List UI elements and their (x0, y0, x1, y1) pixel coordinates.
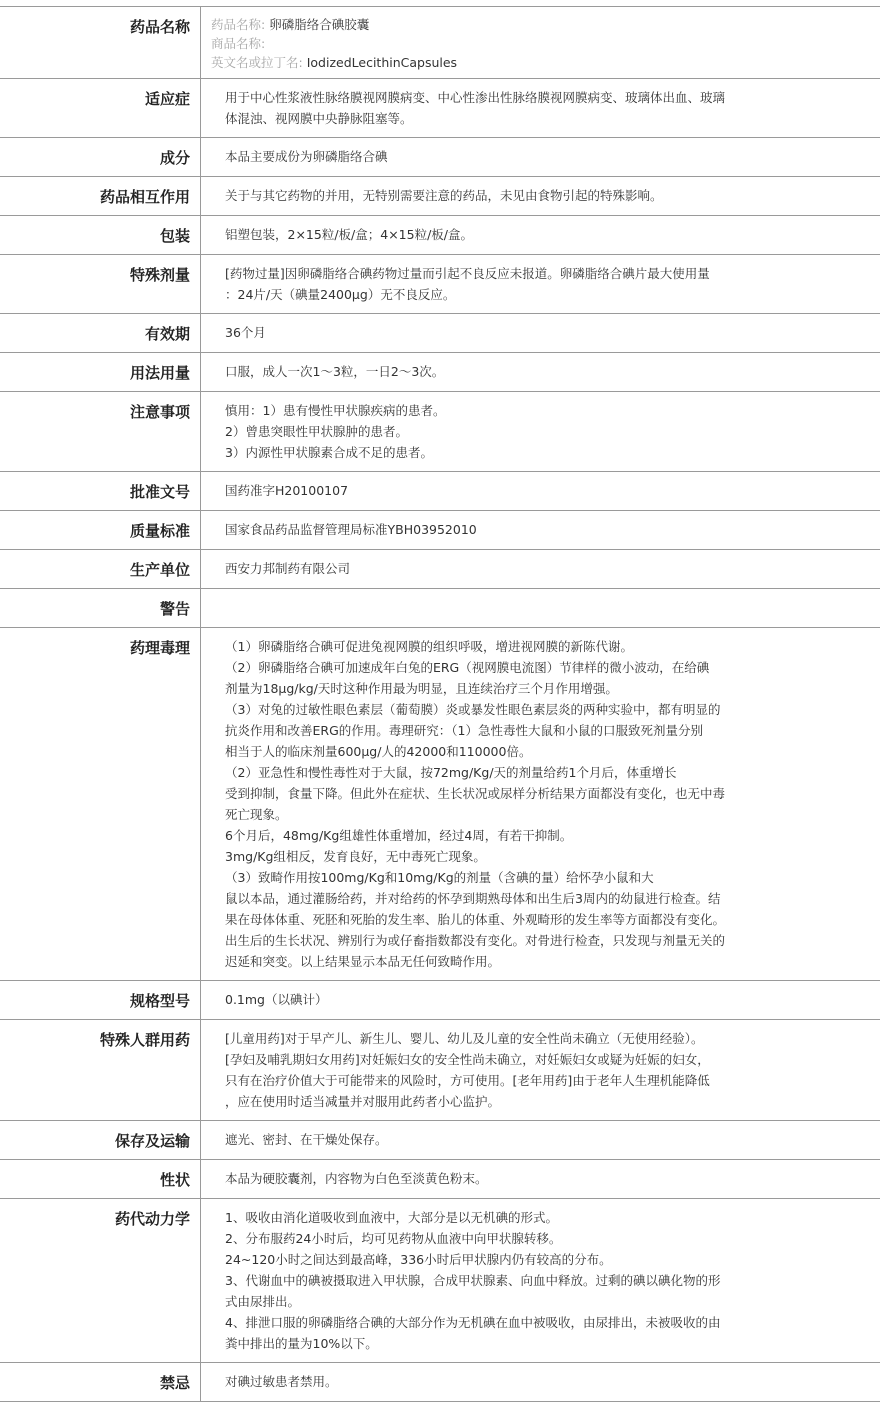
text-line: [儿童用药]对于早产儿、新生儿、婴儿、幼儿及儿童的安全性尚未确立（无使用经验）。 (225, 1028, 790, 1049)
text-line: 受到抑制，食量下降。但此外在症状、生长状况或尿样分析结果方面都没有变化，也无中毒 (225, 783, 790, 804)
row-value (201, 255, 880, 314)
row-value (201, 472, 880, 511)
row-label: 禁忌 (0, 1363, 201, 1402)
text-line: （1）卵磷脂络合碘可促进兔视网膜的组织呼吸，增进视网膜的新陈代谢。 (225, 636, 790, 657)
text-line: 国家食品药品监督管理局标准YBH03952010 (225, 519, 790, 540)
row-storage (0, 1121, 880, 1160)
row-indications (0, 79, 880, 138)
row-value (201, 981, 880, 1020)
row-value (201, 392, 880, 472)
row-label: 生产单位 (0, 550, 201, 589)
row-value (201, 79, 880, 138)
text-line: 3、代谢血中的碘被摄取进入甲状腺，合成甲状腺素、向血中释放。过剩的碘以碘化物的形 (225, 1270, 790, 1291)
text-line: 西安力邦制药有限公司 (225, 558, 790, 579)
generic-name-key: 药品名称: (211, 15, 265, 34)
text-line: 4、排泄口服的卵磷脂络合碘的大部分作为无机碘在血中被吸收，由尿排出，未被吸收的由 (225, 1312, 790, 1333)
row-value (201, 314, 880, 353)
text-line: 关于与其它药物的并用，无特别需要注意的药品，未见由食物引起的特殊影响。 (225, 185, 790, 206)
text-line: 6个月后，48mg/Kg组雄性体重增加，经过4周，有若干抑制。 (225, 825, 790, 846)
text-line: 2、分布服药24小时后，均可见药物从血液中向甲状腺转移。 (225, 1228, 790, 1249)
row-value (201, 1020, 880, 1121)
row-label: 用法用量 (0, 353, 201, 392)
text-line: 本品主要成份为卵磷脂络合碘 (225, 146, 790, 167)
row-contraindications (0, 1363, 880, 1402)
row-label: 有效期 (0, 314, 201, 353)
row-label: 药理毒理 (0, 628, 201, 981)
text-line: ，应在使用时适当减量并对服用此药者小心监护。 (225, 1091, 790, 1112)
row-value (201, 216, 880, 255)
row-specification (0, 981, 880, 1020)
generic-name-value: 卵磷脂络合碘胶囊 (269, 15, 369, 34)
text-line: 迟延和突变。以上结果显示本品无任何致畸作用。 (225, 951, 790, 972)
text-line: （3）致畸作用按100mg/Kg和10mg/Kg的剂量（含碘的量）给怀孕小鼠和大 (225, 867, 790, 888)
row-label: 成分 (0, 138, 201, 177)
row-special-populations (0, 1020, 880, 1121)
text-line: 果在母体体重、死胚和死胎的发生率、胎儿的体重、外观畸形的发生率等方面都没有变化。 (225, 909, 790, 930)
row-manufacturer (0, 550, 880, 589)
text-line: （2）亚急性和慢性毒性对于大鼠，按72mg/Kg/天的剂量给药1个月后，体重增长 (225, 762, 790, 783)
text-line: 慎用：1）患有慢性甲状腺疾病的患者。 (225, 400, 790, 421)
text-line: 3）内源性甲状腺素合成不足的患者。 (225, 442, 790, 463)
text-line: （2）卵磷脂络合碘可加速成年白兔的ERG（视网膜电流图）节律样的微小波动，在给碘 (225, 657, 790, 678)
row-label: 药品名称 (0, 7, 201, 79)
english-name-value: IodizedLecithinCapsules (307, 53, 457, 72)
row-label: 适应症 (0, 79, 201, 138)
row-shelf-life (0, 314, 880, 353)
text-line: [药物过量]因卵磷脂络合碘药物过量而引起不良反应未报道。卵磷脂络合碘片最大使用量 (225, 263, 790, 284)
row-value (201, 177, 880, 216)
text-line: 2）曾患突眼性甲状腺肿的患者。 (225, 421, 790, 442)
row-approval-number (0, 472, 880, 511)
text-line: 只有在治疗价值大于可能带来的风险时，方可使用。[老年用药]由于老年人生理机能降低 (225, 1070, 790, 1091)
text-line: 36个月 (225, 322, 790, 343)
row-label: 警告 (0, 589, 201, 628)
row-label: 注意事项 (0, 392, 201, 472)
text-line: [孕妇及哺乳期妇女用药]对妊娠妇女的安全性尚未确立，对妊娠妇女或疑为妊娠的妇女， (225, 1049, 790, 1070)
text-line: 抗炎作用和改善ERG的作用。毒理研究：（1）急性毒性大鼠和小鼠的口服致死剂量分别 (225, 720, 790, 741)
row-label: 包装 (0, 216, 201, 255)
text-line: 口服，成人一次1～3粒，一日2～3次。 (225, 361, 790, 382)
row-precautions (0, 392, 880, 472)
row-value (201, 353, 880, 392)
row-quality-standard (0, 511, 880, 550)
trade-name-key: 商品名称: (211, 34, 265, 53)
row-packaging (0, 216, 880, 255)
text-line: 本品为硬胶囊剂，内容物为白色至淡黄色粉末。 (225, 1168, 790, 1189)
text-line: 鼠以本品，通过灌肠给药，并对给药的怀孕到期熟母体和出生后3周内的幼鼠进行检查。结 (225, 888, 790, 909)
drug-info-table (0, 6, 880, 1402)
row-value (201, 1121, 880, 1160)
text-line (225, 597, 790, 618)
row-warning (0, 589, 880, 628)
row-value (201, 589, 880, 628)
row-dosage (0, 353, 880, 392)
text-line: 对碘过敏患者禁用。 (225, 1371, 790, 1392)
row-label: 批准文号 (0, 472, 201, 511)
row-value (201, 511, 880, 550)
row-value (201, 1160, 880, 1199)
english-name-key: 英文名或拉丁名: (211, 53, 303, 72)
text-line: 3mg/Kg组相反，发育良好，无中毒死亡现象。 (225, 846, 790, 867)
text-line: 24~120小时之间达到最高峰，336小时后甲状腺内仍有较高的分布。 (225, 1249, 790, 1270)
row-value (201, 138, 880, 177)
text-line: 0.1mg（以碘计） (225, 989, 790, 1010)
row-value (201, 628, 880, 981)
row-ingredients (0, 138, 880, 177)
generic-name-line (211, 15, 860, 34)
text-line: 死亡现象。 (225, 804, 790, 825)
text-line: 相当于人的临床剂量600μg/人的42000和110000倍。 (225, 741, 790, 762)
text-line: 式由尿排出。 (225, 1291, 790, 1312)
text-line: 出生后的生长状况、辨别行为或仔畜指数都没有变化。对骨进行检查，只发现与剂量无关的 (225, 930, 790, 951)
row-label: 特殊人群用药 (0, 1020, 201, 1121)
text-line: ：24片/天（碘量2400μg）无不良反应。 (225, 284, 790, 305)
row-label: 规格型号 (0, 981, 201, 1020)
row-value (201, 550, 880, 589)
row-pharmacokinetics (0, 1199, 880, 1363)
english-name-line (211, 53, 860, 72)
row-label: 药代动力学 (0, 1199, 201, 1363)
row-label: 质量标准 (0, 511, 201, 550)
row-value (201, 1199, 880, 1363)
row-overdose (0, 255, 880, 314)
text-line: 剂量为18μg/kg/天时这种作用最为明显，且连续治疗三个月作用增强。 (225, 678, 790, 699)
row-label: 性状 (0, 1160, 201, 1199)
row-value (201, 7, 880, 79)
row-appearance (0, 1160, 880, 1199)
row-label: 特殊剂量 (0, 255, 201, 314)
row-interactions (0, 177, 880, 216)
text-line: 铝塑包装，2×15粒/板/盒；4×15粒/板/盒。 (225, 224, 790, 245)
row-value (201, 1363, 880, 1402)
text-line: 1、吸收由消化道吸收到血液中，大部分是以无机碘的形式。 (225, 1207, 790, 1228)
trade-name-line (211, 34, 860, 53)
row-drug-name (0, 7, 880, 79)
text-line: 国药准字H20100107 (225, 480, 790, 501)
text-line: 体混浊、视网膜中央静脉阻塞等。 (225, 108, 790, 129)
row-label: 药品相互作用 (0, 177, 201, 216)
text-line: 用于中心性浆液性脉络膜视网膜病变、中心性渗出性脉络膜视网膜病变、玻璃体出血、玻璃 (225, 87, 790, 108)
row-label: 保存及运输 (0, 1121, 201, 1160)
row-pharmacology-toxicology (0, 628, 880, 981)
text-line: 粪中排出的量为10%以下。 (225, 1333, 790, 1354)
text-line: 遮光、密封、在干燥处保存。 (225, 1129, 790, 1150)
text-line: （3）对兔的过敏性眼色素层（葡萄膜）炎或暴发性眼色素层炎的两种实验中，都有明显的 (225, 699, 790, 720)
